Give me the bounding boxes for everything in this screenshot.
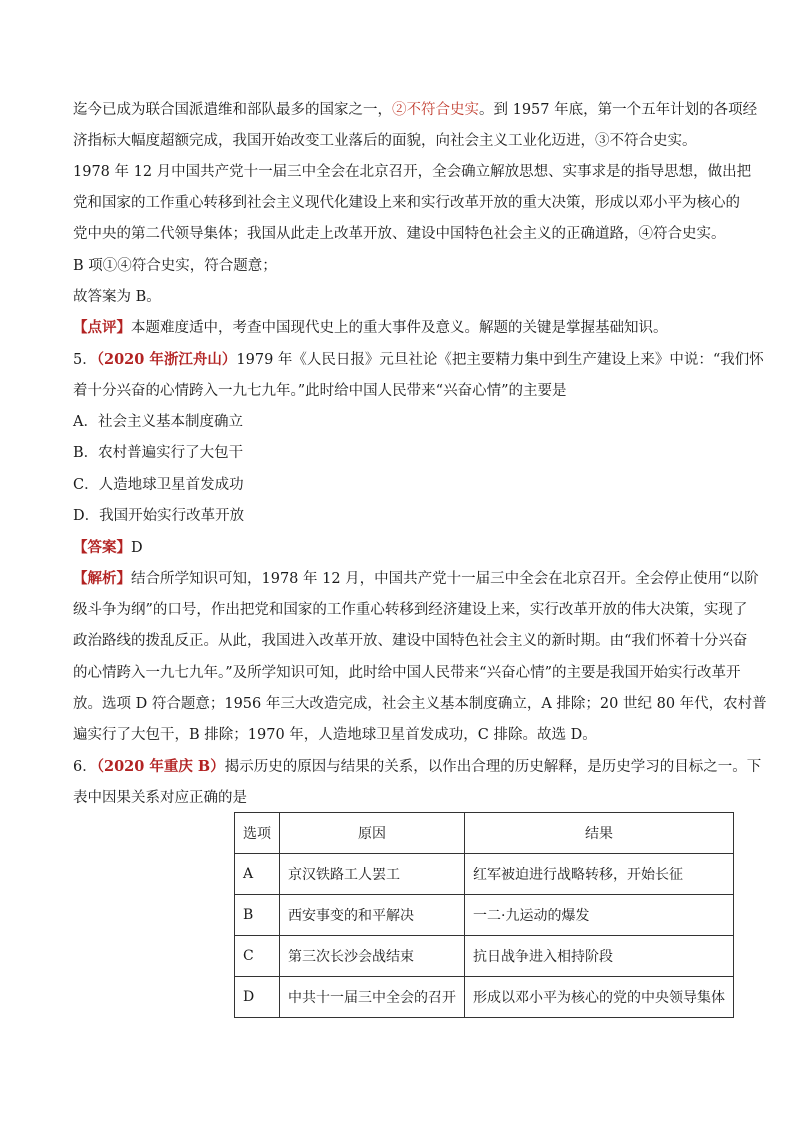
table-row (235, 854, 734, 895)
comment-tag: 【点评】 (73, 319, 131, 336)
q5-line1 (73, 350, 764, 370)
header-result: 结果 (465, 813, 734, 854)
para1-highlight: ②不符合史实 (392, 102, 479, 118)
q6-stem-1: 揭示历史的原因与结果的关系，以作出合理的历史解释，是历史学习的目标之一。下 (224, 759, 762, 775)
header-option: 选项 (235, 813, 280, 854)
q5-option-d: D．我国开始实行改革开放 (73, 508, 245, 524)
row-result: 抗日战争进入相持阶段 (465, 936, 734, 977)
q5-stem-1: 1979 年《人民日报》元旦社论《把主要精力集中到生产建设上来》中说：“我们怀 (236, 352, 764, 368)
analysis-line4: 的心情跨入一九七九年。”及所学知识可知，此时给中国人民带来“兴奋心情”的主要是我国开始实行改革开 (73, 665, 741, 681)
row-result: 形成以邓小平为核心的党的中央领导集体 (465, 977, 734, 1018)
q5-answer-line (73, 538, 143, 558)
q6-number: 6． (73, 759, 97, 775)
row-cause: 西安事变的和平解决 (280, 895, 465, 936)
analysis-line2: 级斗争为纲”的口号，作出把党和国家的工作重心转移到经济建设上来，实行改革开放的伟大决策，实现了 (73, 602, 748, 618)
b-statement: B 项①④符合史实，符合题意； (73, 258, 277, 274)
analysis-line1 (73, 569, 759, 589)
para1-line1 (73, 100, 757, 120)
para2-line1: 1978 年 12 月中国共产党十一届三中全会在北京召开，全会确立解放思想、实事求是的指导思想，做出把 (73, 164, 752, 180)
cause-effect-table (234, 812, 734, 1018)
answer-value: D (131, 540, 143, 556)
row-cause: 京汉铁路工人罢工 (280, 854, 465, 895)
row-cause: 中共十一届三中全会的召开 (280, 977, 465, 1018)
para2-line2: 党和国家的工作重心转移到社会主义现代化建设上来和实行改革开放的重大决策，形成以邓小平为核心的 (73, 195, 740, 211)
q6-line2: 表中因果关系对应正确的是 (73, 790, 247, 806)
para1-line2: 济指标大幅度超额完成，我国开始改变工业落后的面貌，向社会主义工业化迈进，③不符合史实。 (73, 133, 697, 149)
answer-tag: 【答案】 (73, 539, 131, 556)
q6-source: （2020 年重庆 B） (96, 758, 225, 775)
answer-statement: 故答案为 B。 (73, 289, 161, 305)
q5-source: （2020 年浙江舟山） (96, 351, 237, 368)
table-row (235, 936, 734, 977)
row-option: B (235, 895, 280, 936)
row-cause: 第三次长沙会战结束 (280, 936, 465, 977)
analysis-text-1: 结合所学知识可知，1978 年 12 月，中国共产党十一届三中全会在北京召开。全会停止使用“以阶 (131, 571, 759, 587)
comment-line (73, 318, 668, 338)
row-result: 一二·九运动的爆发 (465, 895, 734, 936)
comment-text: 本题难度适中，考查中国现代史上的重大事件及意义。解题的关键是掌握基础知识。 (131, 320, 668, 336)
analysis-tag: 【解析】 (73, 570, 131, 587)
row-option: C (235, 936, 280, 977)
row-option: D (235, 977, 280, 1018)
para1-text-c: 。到 1957 年底，第一个五年计划的各项经 (479, 102, 758, 118)
para1-text-a: 迄今已成为联合国派遣维和部队最多的国家之一， (73, 102, 392, 118)
q5-option-b: B．农村普遍实行了大包干 (73, 445, 244, 461)
header-cause: 原因 (280, 813, 465, 854)
q5-option-c: C．人造地球卫星首发成功 (73, 477, 244, 493)
q5-line2: 着十分兴奋的心情跨入一九七九年。”此时给中国人民带来“兴奋心情”的主要是 (73, 383, 567, 399)
analysis-line5: 放。选项 D 符合题意；1956 年三大改造完成，社会主义基本制度确立，A 排除；20 世纪 80 年代，农村普 (73, 696, 767, 712)
analysis-line6: 遍实行了大包干，B 排除；1970 年，人造地球卫星首发成功，C 排除。故选 D。 (73, 727, 597, 743)
row-option: A (235, 854, 280, 895)
table-row (235, 895, 734, 936)
row-result: 红军被迫进行战略转移，开始长征 (465, 854, 734, 895)
para2-line3: 党中央的第二代领导集体；我国从此走上改革开放、建设中国特色社会主义的正确道路，④符合史实。 (73, 226, 726, 242)
q6-line1 (73, 757, 761, 777)
table-row (235, 977, 734, 1018)
q5-number: 5． (73, 352, 97, 368)
table-header-row (235, 813, 734, 854)
q5-option-a: A．社会主义基本制度确立 (73, 414, 243, 430)
analysis-line3: 政治路线的拨乱反正。从此，我国进入改革开放、建设中国特色社会主义的新时期。由“我们怀着十分兴奋 (73, 633, 748, 649)
